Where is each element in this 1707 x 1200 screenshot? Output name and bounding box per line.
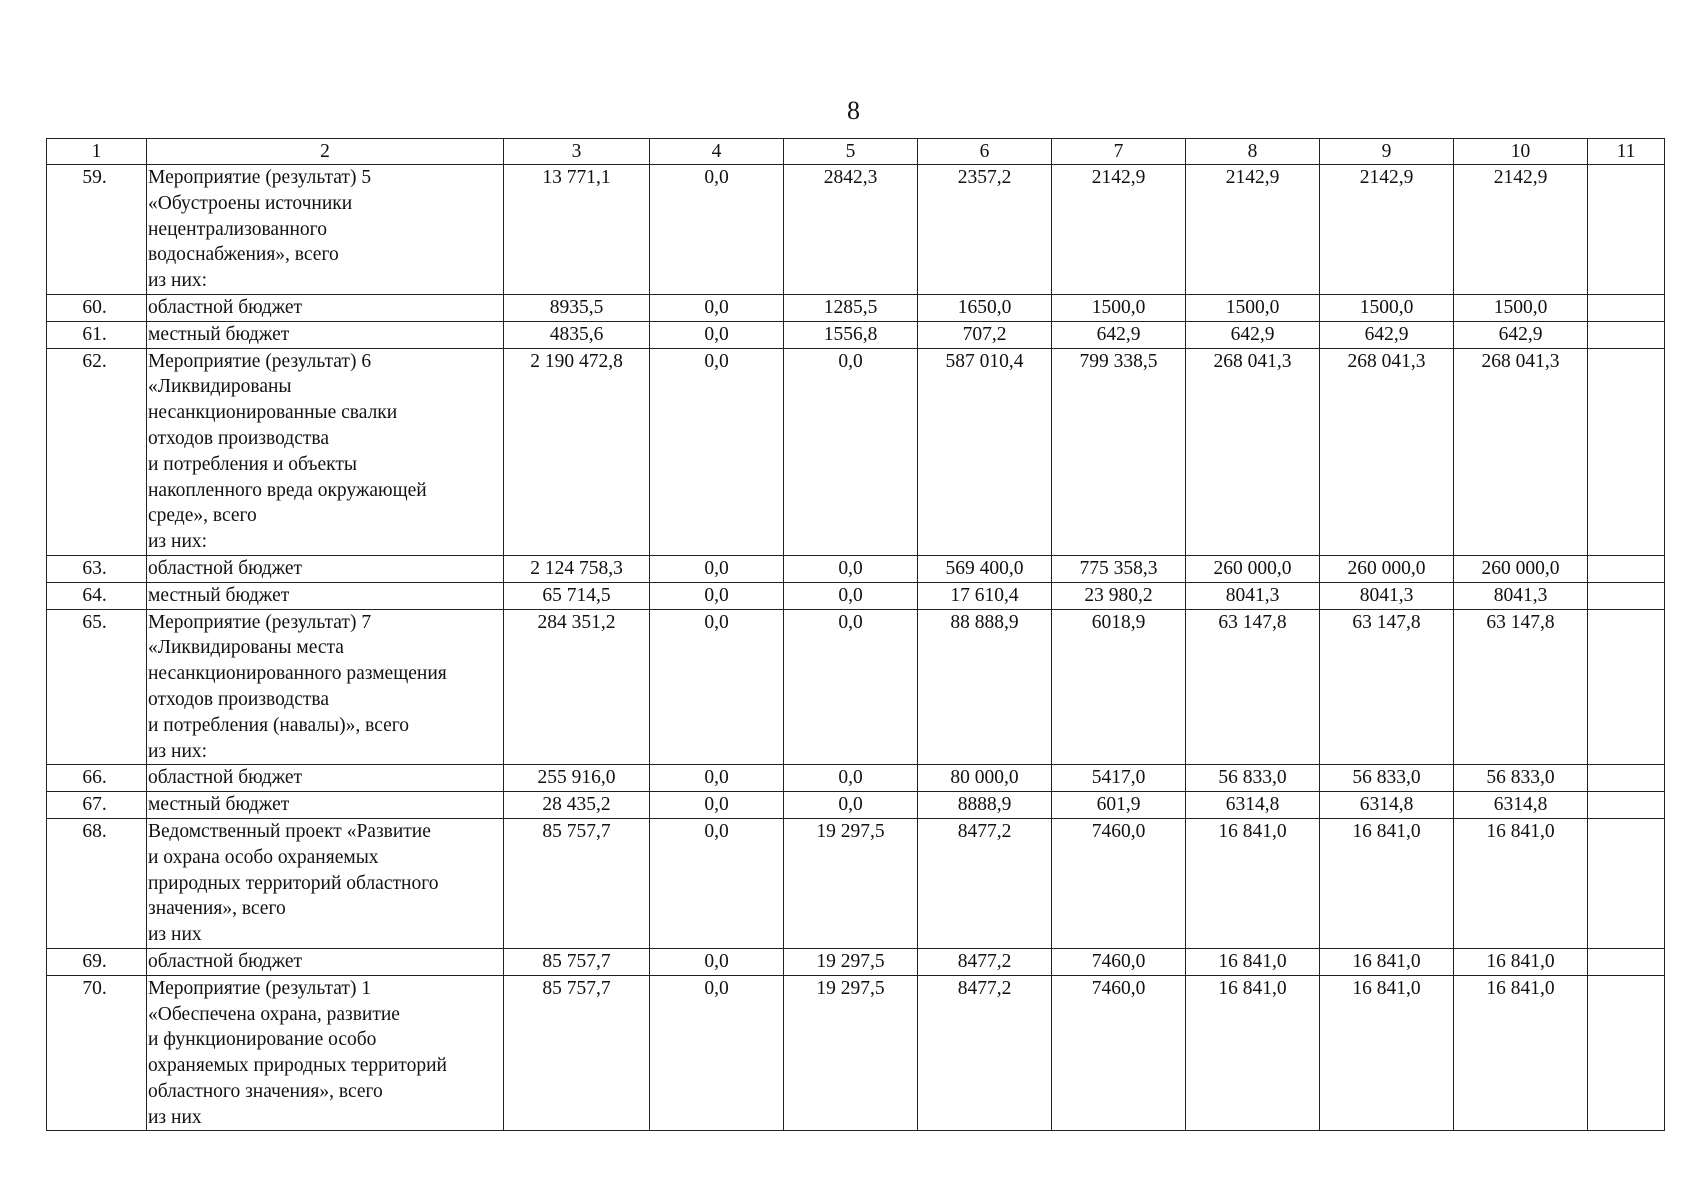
description-line: областной бюджет bbox=[148, 296, 303, 318]
description-line: «Ликвидированы места bbox=[148, 637, 344, 659]
column-header-2: 2 bbox=[147, 139, 504, 165]
value-cell-col-9: 6314,8 bbox=[1320, 792, 1454, 819]
row-description bbox=[147, 609, 504, 765]
value-cell-col-6: 8477,2 bbox=[918, 975, 1052, 1131]
value-cell-col-3: 8935,5 bbox=[504, 294, 650, 321]
value-cell-col-7: 7460,0 bbox=[1052, 948, 1186, 975]
value-cell-col-7: 601,9 bbox=[1052, 792, 1186, 819]
row-number: 63. bbox=[47, 555, 147, 582]
table-row bbox=[47, 582, 1665, 609]
row-description bbox=[147, 948, 504, 975]
description-line: охраняемых природных территорий bbox=[148, 1055, 447, 1077]
table-row bbox=[47, 948, 1665, 975]
row-description bbox=[147, 555, 504, 582]
value-cell-col-9: 16 841,0 bbox=[1320, 818, 1454, 948]
row-number: 69. bbox=[47, 948, 147, 975]
value-cell-col-11 bbox=[1588, 582, 1665, 609]
value-cell-col-8: 268 041,3 bbox=[1186, 348, 1320, 555]
value-cell-col-3: 65 714,5 bbox=[504, 582, 650, 609]
row-number: 68. bbox=[47, 818, 147, 948]
value-cell-col-5: 19 297,5 bbox=[784, 975, 918, 1131]
description-line: и охрана особо охраняемых bbox=[148, 846, 379, 868]
column-header-11: 11 bbox=[1588, 139, 1665, 165]
description-line: среде», всего bbox=[148, 505, 257, 527]
row-number: 67. bbox=[47, 792, 147, 819]
column-header-6: 6 bbox=[918, 139, 1052, 165]
value-cell-col-11 bbox=[1588, 818, 1665, 948]
value-cell-col-5: 0,0 bbox=[784, 348, 918, 555]
value-cell-col-5: 0,0 bbox=[784, 555, 918, 582]
table-row bbox=[47, 765, 1665, 792]
value-cell-col-4: 0,0 bbox=[650, 948, 784, 975]
value-cell-col-5: 19 297,5 bbox=[784, 818, 918, 948]
value-cell-col-7: 6018,9 bbox=[1052, 609, 1186, 765]
value-cell-col-4: 0,0 bbox=[650, 321, 784, 348]
page-number: 8 bbox=[847, 96, 860, 125]
value-cell-col-7: 799 338,5 bbox=[1052, 348, 1186, 555]
description-line: «Обустроены источники bbox=[148, 192, 353, 214]
row-description bbox=[147, 348, 504, 555]
description-line: местный бюджет bbox=[148, 584, 290, 606]
description-line: из них bbox=[148, 1106, 202, 1128]
row-description bbox=[147, 294, 504, 321]
value-cell-col-4: 0,0 bbox=[650, 582, 784, 609]
value-cell-col-4: 0,0 bbox=[650, 609, 784, 765]
row-description bbox=[147, 165, 504, 295]
value-cell-col-11 bbox=[1588, 792, 1665, 819]
column-header-5: 5 bbox=[784, 139, 918, 165]
value-cell-col-3: 13 771,1 bbox=[504, 165, 650, 295]
row-number: 65. bbox=[47, 609, 147, 765]
row-description bbox=[147, 818, 504, 948]
description-line: «Ликвидированы bbox=[148, 376, 292, 398]
value-cell-col-9: 2142,9 bbox=[1320, 165, 1454, 295]
description-line: природных территорий областного bbox=[148, 872, 439, 894]
description-line: областной бюджет bbox=[148, 557, 303, 579]
description-line: накопленного вреда окружающей bbox=[148, 479, 427, 501]
value-cell-col-9: 642,9 bbox=[1320, 321, 1454, 348]
description-line: нецентрализованного bbox=[148, 218, 327, 240]
value-cell-col-4: 0,0 bbox=[650, 818, 784, 948]
description-line: и потребления и объекты bbox=[148, 453, 358, 475]
value-cell-col-3: 255 916,0 bbox=[504, 765, 650, 792]
description-line: из них: bbox=[148, 531, 208, 553]
value-cell-col-3: 284 351,2 bbox=[504, 609, 650, 765]
column-header-9: 9 bbox=[1320, 139, 1454, 165]
row-number: 70. bbox=[47, 975, 147, 1131]
row-description bbox=[147, 792, 504, 819]
description-line: значения», всего bbox=[148, 898, 286, 920]
value-cell-col-10: 8041,3 bbox=[1454, 582, 1588, 609]
description-line: «Обеспечена охрана, развитие bbox=[148, 1003, 400, 1025]
value-cell-col-10: 16 841,0 bbox=[1454, 975, 1588, 1131]
value-cell-col-6: 8477,2 bbox=[918, 818, 1052, 948]
value-cell-col-4: 0,0 bbox=[650, 555, 784, 582]
value-cell-col-6: 88 888,9 bbox=[918, 609, 1052, 765]
table-row bbox=[47, 348, 1665, 555]
row-number: 62. bbox=[47, 348, 147, 555]
value-cell-col-5: 0,0 bbox=[784, 792, 918, 819]
value-cell-col-10: 63 147,8 bbox=[1454, 609, 1588, 765]
table-row bbox=[47, 609, 1665, 765]
description-line: областной бюджет bbox=[148, 767, 303, 789]
value-cell-col-5: 0,0 bbox=[784, 765, 918, 792]
value-cell-col-9: 1500,0 bbox=[1320, 294, 1454, 321]
value-cell-col-6: 1650,0 bbox=[918, 294, 1052, 321]
row-number: 66. bbox=[47, 765, 147, 792]
value-cell-col-3: 85 757,7 bbox=[504, 818, 650, 948]
value-cell-col-8: 16 841,0 bbox=[1186, 975, 1320, 1131]
value-cell-col-10: 16 841,0 bbox=[1454, 818, 1588, 948]
value-cell-col-3: 85 757,7 bbox=[504, 975, 650, 1131]
value-cell-col-8: 16 841,0 bbox=[1186, 818, 1320, 948]
description-line: и функционирование особо bbox=[148, 1029, 377, 1051]
description-line: отходов производства bbox=[148, 427, 330, 449]
description-line: Мероприятие (результат) 5 bbox=[148, 167, 372, 188]
description-line: отходов производства bbox=[148, 688, 330, 710]
value-cell-col-4: 0,0 bbox=[650, 294, 784, 321]
value-cell-col-7: 775 358,3 bbox=[1052, 555, 1186, 582]
table-header-row bbox=[47, 139, 1665, 165]
column-header-10: 10 bbox=[1454, 139, 1588, 165]
value-cell-col-7: 642,9 bbox=[1052, 321, 1186, 348]
value-cell-col-8: 16 841,0 bbox=[1186, 948, 1320, 975]
column-header-7: 7 bbox=[1052, 139, 1186, 165]
value-cell-col-5: 1285,5 bbox=[784, 294, 918, 321]
table-row bbox=[47, 555, 1665, 582]
row-number: 61. bbox=[47, 321, 147, 348]
column-header-8: 8 bbox=[1186, 139, 1320, 165]
description-line: несанкционированного размещения bbox=[148, 663, 447, 685]
row-description bbox=[147, 582, 504, 609]
value-cell-col-8: 6314,8 bbox=[1186, 792, 1320, 819]
row-description bbox=[147, 975, 504, 1131]
value-cell-col-4: 0,0 bbox=[650, 975, 784, 1131]
value-cell-col-6: 17 610,4 bbox=[918, 582, 1052, 609]
row-number: 60. bbox=[47, 294, 147, 321]
column-header-4: 4 bbox=[650, 139, 784, 165]
value-cell-col-8: 1500,0 bbox=[1186, 294, 1320, 321]
value-cell-col-5: 19 297,5 bbox=[784, 948, 918, 975]
description-line: водоснабжения», всего bbox=[148, 244, 339, 266]
value-cell-col-8: 642,9 bbox=[1186, 321, 1320, 348]
value-cell-col-7: 7460,0 bbox=[1052, 975, 1186, 1131]
value-cell-col-7: 23 980,2 bbox=[1052, 582, 1186, 609]
table-row bbox=[47, 818, 1665, 948]
value-cell-col-9: 16 841,0 bbox=[1320, 948, 1454, 975]
value-cell-col-6: 569 400,0 bbox=[918, 555, 1052, 582]
value-cell-col-11 bbox=[1588, 609, 1665, 765]
table-row bbox=[47, 294, 1665, 321]
column-header-1: 1 bbox=[47, 139, 147, 165]
column-header-3: 3 bbox=[504, 139, 650, 165]
value-cell-col-5: 0,0 bbox=[784, 609, 918, 765]
value-cell-col-10: 2142,9 bbox=[1454, 165, 1588, 295]
value-cell-col-11 bbox=[1588, 321, 1665, 348]
description-line: из них: bbox=[148, 270, 208, 292]
value-cell-col-6: 8888,9 bbox=[918, 792, 1052, 819]
value-cell-col-8: 260 000,0 bbox=[1186, 555, 1320, 582]
description-line: и потребления (навалы)», всего bbox=[148, 714, 410, 736]
value-cell-col-3: 28 435,2 bbox=[504, 792, 650, 819]
value-cell-col-10: 642,9 bbox=[1454, 321, 1588, 348]
value-cell-col-8: 8041,3 bbox=[1186, 582, 1320, 609]
row-number: 59. bbox=[47, 165, 147, 295]
value-cell-col-4: 0,0 bbox=[650, 792, 784, 819]
value-cell-col-5: 1556,8 bbox=[784, 321, 918, 348]
budget-table bbox=[46, 138, 1665, 1131]
description-line: местный бюджет bbox=[148, 794, 290, 816]
value-cell-col-10: 268 041,3 bbox=[1454, 348, 1588, 555]
value-cell-col-3: 85 757,7 bbox=[504, 948, 650, 975]
value-cell-col-11 bbox=[1588, 348, 1665, 555]
value-cell-col-11 bbox=[1588, 765, 1665, 792]
value-cell-col-4: 0,0 bbox=[650, 765, 784, 792]
value-cell-col-9: 56 833,0 bbox=[1320, 765, 1454, 792]
description-line: Мероприятие (результат) 1 bbox=[148, 977, 372, 999]
value-cell-col-10: 56 833,0 bbox=[1454, 765, 1588, 792]
value-cell-col-6: 80 000,0 bbox=[918, 765, 1052, 792]
description-line: местный бюджет bbox=[148, 323, 290, 345]
value-cell-col-9: 268 041,3 bbox=[1320, 348, 1454, 555]
value-cell-col-10: 260 000,0 bbox=[1454, 555, 1588, 582]
value-cell-col-8: 63 147,8 bbox=[1186, 609, 1320, 765]
table-row bbox=[47, 792, 1665, 819]
value-cell-col-5: 0,0 bbox=[784, 582, 918, 609]
value-cell-col-7: 2142,9 bbox=[1052, 165, 1186, 295]
value-cell-col-10: 1500,0 bbox=[1454, 294, 1588, 321]
value-cell-col-7: 1500,0 bbox=[1052, 294, 1186, 321]
value-cell-col-3: 2 124 758,3 bbox=[504, 555, 650, 582]
row-number: 64. bbox=[47, 582, 147, 609]
value-cell-col-11 bbox=[1588, 555, 1665, 582]
table-body bbox=[47, 139, 1665, 1131]
value-cell-col-4: 0,0 bbox=[650, 165, 784, 295]
value-cell-col-11 bbox=[1588, 948, 1665, 975]
value-cell-col-6: 707,2 bbox=[918, 321, 1052, 348]
description-line: Ведомственный проект «Развитие bbox=[148, 820, 431, 842]
value-cell-col-9: 63 147,8 bbox=[1320, 609, 1454, 765]
value-cell-col-7: 7460,0 bbox=[1052, 818, 1186, 948]
description-line: из них bbox=[148, 924, 202, 946]
value-cell-col-8: 56 833,0 bbox=[1186, 765, 1320, 792]
table-row bbox=[47, 975, 1665, 1131]
value-cell-col-7: 5417,0 bbox=[1052, 765, 1186, 792]
value-cell-col-8: 2142,9 bbox=[1186, 165, 1320, 295]
description-line: Мероприятие (результат) 6 bbox=[148, 350, 372, 372]
table-row bbox=[47, 321, 1665, 348]
table-row bbox=[47, 165, 1665, 295]
value-cell-col-6: 8477,2 bbox=[918, 948, 1052, 975]
description-line: областной бюджет bbox=[148, 950, 303, 972]
description-line: Мероприятие (результат) 7 bbox=[148, 611, 372, 633]
description-line: из них: bbox=[148, 740, 208, 762]
value-cell-col-10: 16 841,0 bbox=[1454, 948, 1588, 975]
row-description bbox=[147, 765, 504, 792]
value-cell-col-4: 0,0 bbox=[650, 348, 784, 555]
value-cell-col-9: 260 000,0 bbox=[1320, 555, 1454, 582]
value-cell-col-6: 2357,2 bbox=[918, 165, 1052, 295]
value-cell-col-6: 587 010,4 bbox=[918, 348, 1052, 555]
value-cell-col-3: 2 190 472,8 bbox=[504, 348, 650, 555]
description-line: областного значения», всего bbox=[148, 1080, 383, 1102]
description-line: несанкционированные свалки bbox=[148, 402, 398, 424]
value-cell-col-9: 16 841,0 bbox=[1320, 975, 1454, 1131]
value-cell-col-10: 6314,8 bbox=[1454, 792, 1588, 819]
value-cell-col-11 bbox=[1588, 165, 1665, 295]
value-cell-col-3: 4835,6 bbox=[504, 321, 650, 348]
value-cell-col-11 bbox=[1588, 294, 1665, 321]
value-cell-col-9: 8041,3 bbox=[1320, 582, 1454, 609]
row-description bbox=[147, 321, 504, 348]
value-cell-col-5: 2842,3 bbox=[784, 165, 918, 295]
value-cell-col-11 bbox=[1588, 975, 1665, 1131]
